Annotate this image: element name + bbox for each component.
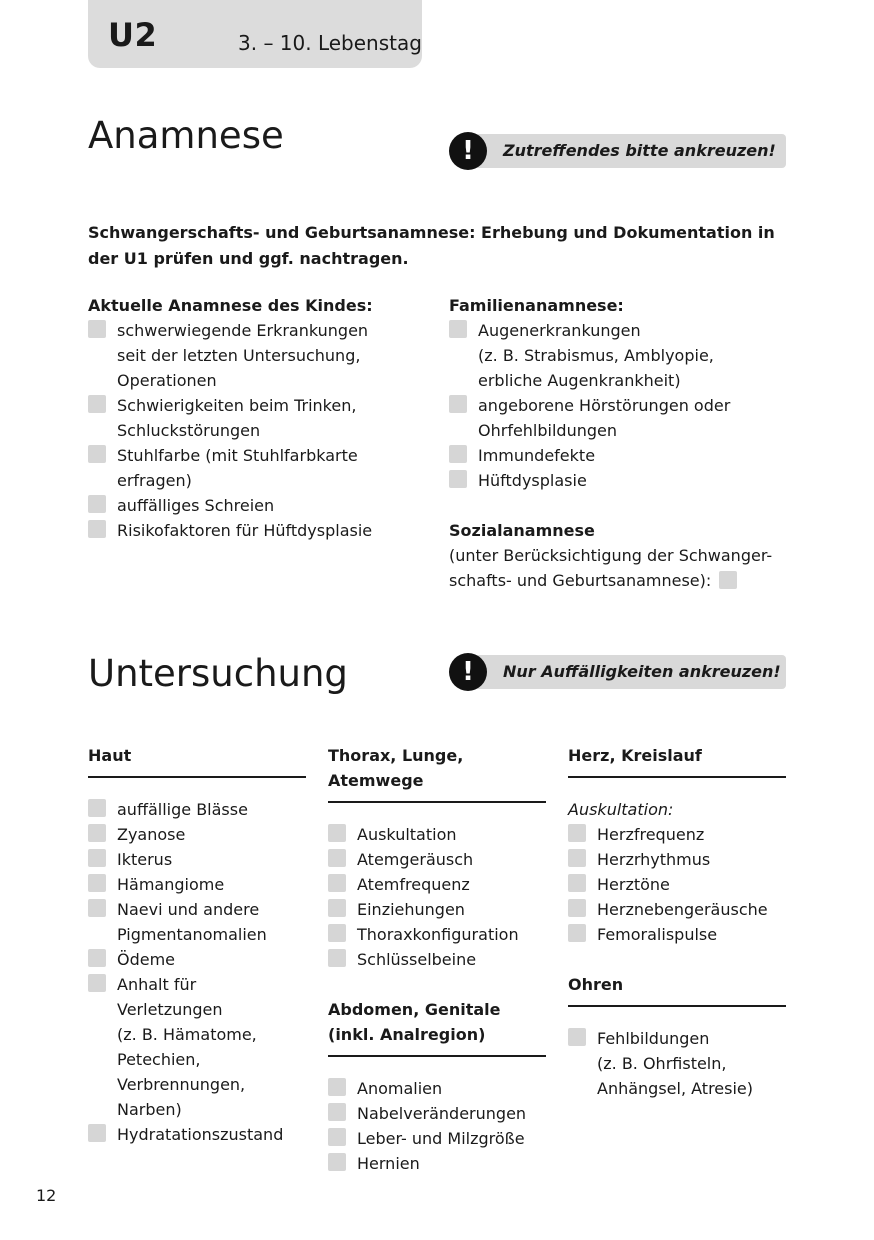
exam-code: U2 — [108, 16, 158, 54]
checklist-item-text: erbliche Augenkrankheit) — [478, 371, 681, 390]
checkbox[interactable] — [88, 320, 106, 338]
checkbox[interactable] — [328, 924, 346, 942]
checklist-item — [88, 972, 306, 1122]
checkbox[interactable] — [88, 395, 106, 413]
familien-anamnese — [449, 293, 789, 593]
checklist-item-text: (z. B. Hämatome, — [117, 1025, 257, 1044]
checklist-item-text: Thoraxkonfiguration — [357, 925, 519, 944]
haut-list — [88, 797, 306, 1147]
checkbox[interactable] — [328, 1153, 346, 1171]
checklist-item — [88, 822, 306, 847]
checkbox[interactable] — [328, 824, 346, 842]
checklist-item — [88, 518, 418, 543]
checkbox[interactable] — [88, 824, 106, 842]
checklist-item — [328, 822, 546, 847]
checklist-item-text: Anhängsel, Atresie) — [597, 1079, 753, 1098]
exam-age-range: 3. – 10. Lebenstag — [238, 31, 422, 55]
checklist-item — [88, 947, 306, 972]
checklist-item-text: Nabelveränderungen — [357, 1104, 527, 1123]
checklist-item-text: Herznebengeräusche — [597, 900, 768, 919]
checklist-item-text: Hämangiome — [117, 875, 225, 894]
checklist-item — [449, 393, 789, 443]
checkbox[interactable] — [88, 899, 106, 917]
checkbox[interactable] — [328, 1078, 346, 1096]
checklist-item — [328, 947, 546, 972]
checkbox[interactable] — [568, 849, 586, 867]
checkbox[interactable] — [328, 949, 346, 967]
sozial-anamnese-line2 — [449, 568, 789, 593]
abdomen-list — [328, 1076, 546, 1176]
checklist-item-text: Hüftdysplasie — [478, 471, 587, 490]
checklist-item-text: schwerwiegende Erkrankungen — [117, 321, 369, 340]
checklist-item — [568, 872, 786, 897]
note-anamnese — [449, 134, 786, 168]
ohren-list — [568, 1026, 786, 1101]
checklist-item — [328, 1126, 546, 1151]
checkbox[interactable] — [449, 320, 467, 338]
checkbox[interactable] — [449, 470, 467, 488]
checkbox[interactable] — [88, 799, 106, 817]
thorax-column — [328, 743, 546, 1176]
sozial-anamnese-line2-text: schafts- und Geburtsanamnese): — [449, 571, 712, 590]
checklist-item-text: Schluckstörungen — [117, 421, 261, 440]
haut-column — [88, 743, 306, 1147]
abdomen-title — [328, 997, 546, 1057]
checklist-item — [88, 847, 306, 872]
checklist-item — [88, 797, 306, 822]
checklist-item-text: Stuhlfarbe (mit Stuhlfarbkarte — [117, 446, 358, 465]
checklist-item-text: Ikterus — [117, 850, 173, 869]
note-untersuchung — [449, 655, 786, 689]
checklist-item-text: Ödeme — [117, 950, 176, 969]
checklist-item-text: Naevi und andere — [117, 900, 260, 919]
checklist-item-text: Herztöne — [597, 875, 670, 894]
checkbox[interactable] — [568, 824, 586, 842]
checklist-item — [328, 847, 546, 872]
checklist-item — [449, 443, 789, 468]
checklist-item-text: seit der letzten Untersuchung, — [117, 346, 361, 365]
sozial-anamnese-title: Sozialanamnese — [449, 521, 595, 540]
checkbox[interactable] — [328, 1103, 346, 1121]
checkbox[interactable] — [568, 874, 586, 892]
checklist-item — [88, 443, 418, 493]
checkbox[interactable] — [328, 899, 346, 917]
kind-anamnese-list — [88, 318, 418, 543]
herz-auskultation-label: Auskultation: — [568, 800, 674, 819]
checklist-item — [449, 468, 789, 493]
checklist-item — [568, 897, 786, 922]
exclamation-icon: ! — [449, 653, 487, 691]
exclamation-icon: ! — [449, 132, 487, 170]
checklist-item — [88, 493, 418, 518]
checklist-item-text: Augenerkrankungen — [478, 321, 641, 340]
checklist-item-text: Pigmentanomalien — [117, 925, 267, 944]
checklist-item-text: auffällige Blässe — [117, 800, 248, 819]
checklist-item — [88, 897, 306, 947]
checklist-item-text: Ohrfehlbildungen — [478, 421, 617, 440]
checklist-item — [88, 393, 418, 443]
checklist-item — [328, 872, 546, 897]
checkbox[interactable] — [449, 445, 467, 463]
checklist-item-text: auffälliges Schreien — [117, 496, 275, 515]
herz-column — [568, 743, 786, 1101]
abdomen-title-line1: Abdomen, Genitale — [328, 1000, 501, 1019]
herz-title: Herz, Kreislauf — [568, 743, 786, 778]
note-text: Nur Auffälligkeiten ankreuzen! — [503, 662, 781, 681]
checklist-item-text: Einziehungen — [357, 900, 465, 919]
checklist-item-text: Fehlbildungen — [597, 1029, 710, 1048]
checklist-item-text: Leber- und Milzgröße — [357, 1129, 525, 1148]
thorax-list — [328, 822, 546, 972]
checklist-item — [328, 897, 546, 922]
section-title-untersuchung: Untersuchung — [88, 652, 348, 695]
checklist-item-text: Schwierigkeiten beim Trinken, — [117, 396, 357, 415]
checklist-item-text: Risikofaktoren für Hüftdysplasie — [117, 521, 373, 540]
checkbox[interactable] — [88, 974, 106, 992]
familien-anamnese-title: Familienanamnese: — [449, 296, 624, 315]
checklist-item-text: Hydratationszustand — [117, 1125, 284, 1144]
checklist-item-text: Petechien, — [117, 1050, 201, 1069]
checklist-item — [568, 847, 786, 872]
checklist-item-text: Immundefekte — [478, 446, 596, 465]
checklist-item-text: Anhalt für Verletzungen — [117, 975, 223, 1019]
section-title-anamnese: Anamnese — [88, 114, 284, 157]
checklist-item-text: Atemgeräusch — [357, 850, 474, 869]
checklist-item-text: Anomalien — [357, 1079, 443, 1098]
checklist-item — [568, 1026, 786, 1101]
checkbox[interactable] — [568, 924, 586, 942]
note-text: Zutreffendes bitte ankreuzen! — [503, 141, 776, 160]
checkbox[interactable] — [88, 874, 106, 892]
checklist-item-text: Herzrhythmus — [597, 850, 711, 869]
checklist-item-text: erfragen) — [117, 471, 192, 490]
checkbox[interactable] — [88, 949, 106, 967]
checkbox[interactable] — [88, 849, 106, 867]
checklist-item — [328, 1076, 546, 1101]
checklist-item — [568, 922, 786, 947]
checkbox[interactable] — [88, 1124, 106, 1142]
checklist-item-text: Herzfrequenz — [597, 825, 705, 844]
checklist-item — [88, 318, 418, 393]
page-number: 12 — [36, 1186, 57, 1205]
sozial-anamnese-checkbox[interactable] — [719, 571, 737, 589]
abdomen-title-line2: (inkl. Analregion) — [328, 1025, 486, 1044]
checklist-item-text: Zyanose — [117, 825, 186, 844]
haut-title: Haut — [88, 743, 306, 778]
checklist-item-text: (z. B. Strabismus, Amblyopie, — [478, 346, 714, 365]
checklist-item-text: Hernien — [357, 1154, 420, 1173]
checklist-item — [568, 822, 786, 847]
checklist-item-text: (z. B. Ohrfisteln, — [597, 1054, 727, 1073]
checkbox[interactable] — [328, 849, 346, 867]
familien-anamnese-list — [449, 318, 789, 493]
thorax-title: Thorax, Lunge, Atemwege — [328, 743, 546, 803]
checkbox[interactable] — [88, 445, 106, 463]
checkbox[interactable] — [328, 1128, 346, 1146]
checklist-item — [88, 1122, 306, 1147]
sozial-anamnese-line1: (unter Berücksichtigung der Schwanger- — [449, 546, 773, 565]
checklist-item — [328, 1151, 546, 1176]
checklist-item-text: Auskultation — [357, 825, 457, 844]
checkbox[interactable] — [88, 520, 106, 538]
checklist-item-text: Atemfrequenz — [357, 875, 470, 894]
checklist-item-text: Operationen — [117, 371, 217, 390]
herz-list — [568, 822, 786, 947]
ohren-title: Ohren — [568, 972, 786, 1007]
kind-anamnese — [88, 293, 418, 543]
checkbox[interactable] — [88, 495, 106, 513]
checklist-item-text: Schlüsselbeine — [357, 950, 477, 969]
checklist-item — [328, 922, 546, 947]
checkbox[interactable] — [568, 1028, 586, 1046]
anamnese-intro: Schwangerschafts- und Geburtsanamnese: Erhebung und Dokumentation in der U1 prüfen und ggf. nachtragen. — [88, 223, 775, 268]
checkbox[interactable] — [328, 874, 346, 892]
checklist-item — [328, 1101, 546, 1126]
checklist-item-text: Verbrennungen, Narben) — [117, 1075, 246, 1119]
checklist-item — [88, 872, 306, 897]
checkbox[interactable] — [568, 899, 586, 917]
checklist-item-text: angeborene Hörstörungen oder — [478, 396, 731, 415]
checkbox[interactable] — [449, 395, 467, 413]
header-tab — [88, 0, 422, 68]
kind-anamnese-title: Aktuelle Anamnese des Kindes: — [88, 296, 373, 315]
checklist-item-text: Femoralispulse — [597, 925, 718, 944]
checklist-item — [449, 318, 789, 393]
